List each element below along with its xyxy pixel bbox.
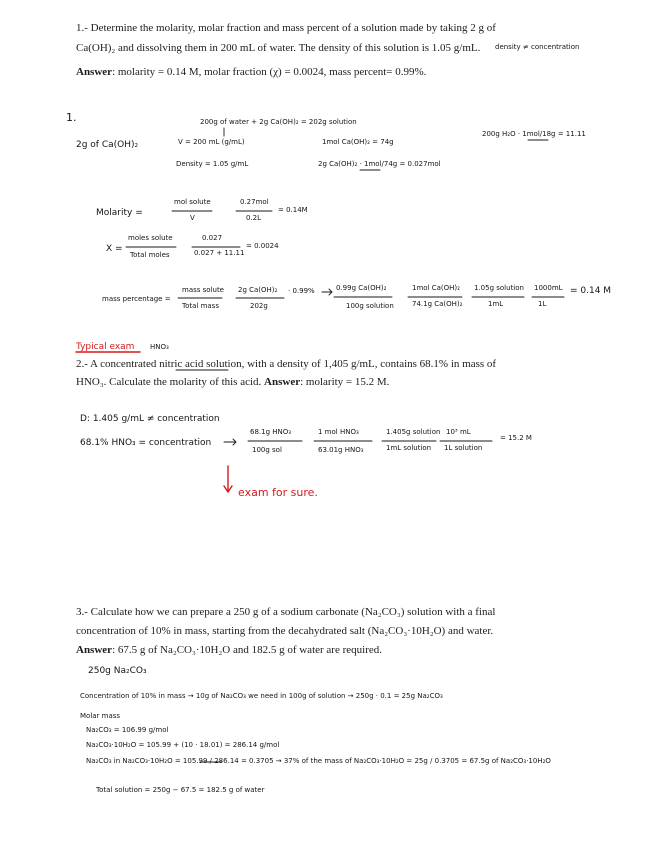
conv1-num: 0.99g Ca(OH)₂: [336, 284, 387, 292]
red-down-arrow: [224, 466, 232, 492]
work-2-f4-num: 10³ mL: [446, 428, 471, 436]
work-2-arrow: [224, 439, 236, 445]
tag-formula: HNO₃: [150, 343, 169, 351]
molarity-vals-num: 0.27mol: [240, 198, 269, 206]
conv3-num: 1.05g solution: [474, 284, 524, 292]
work-3-m1: Na₂CO₃ = 106.99 g/mol: [86, 726, 169, 734]
work-1-given: 2g of Ca(OH)₂: [76, 140, 139, 150]
molarity-result: = 0.14M: [278, 206, 308, 214]
mass-pct: · 0.99%: [288, 287, 315, 295]
conv4-den: 1L: [538, 300, 547, 308]
work-3-molar: Molar mass: [80, 712, 121, 720]
answer-text: : molarity = 15.2 M.: [300, 376, 390, 388]
work-2-f3-den: 1mL solution: [386, 444, 432, 452]
problem-1-line-b: Ca(OH)₂ and dissolving them in 200 mL of water. The density of this solution is 1.05 g/mL.: [76, 42, 481, 54]
conv4-num: 1000mL: [534, 284, 563, 292]
answer-text: : molarity = 0.14 M, molar fraction (χ) = 0.0024, mass percent= 0.99%.: [112, 66, 427, 78]
chi-vals-num: 0.027: [202, 234, 223, 242]
work-3-m3: Na₂CO₃ in Na₂CO₃·10H₂O = 105.99 / 286.14 = 0.3705 → 37% of the mass of Na₂CO₃·10H₂O = 25g / 0.3705 = 67.5g of Na₂CO₃·10H₂O: [86, 757, 551, 765]
work-2-f1-num: 68.1g HNO₃: [250, 428, 292, 436]
exam-for-sure-note: exam for sure.: [238, 486, 318, 499]
work-3-total: Total solution = 250g − 67.5 = 182.5 g of water: [96, 786, 265, 794]
work-2-f2-den: 63.01g HNO₃: [318, 446, 364, 454]
conv2-num: 1mol Ca(OH)₂: [412, 284, 460, 292]
work-2-percent: 68.1% HNO₃ = concentration: [80, 438, 212, 448]
work-1-final: = 0.14 M: [570, 286, 612, 296]
work-2-result: = 15.2 M: [500, 434, 532, 442]
work-3-line1: Concentration of 10% in mass → 10g of Na₂CO₃ we need in 100g of solution → 250g · 0.1 = 25g Na₂CO₃: [80, 692, 443, 700]
mass-frac-den: Total mass: [182, 302, 219, 310]
answer-label: Answer: [76, 66, 113, 78]
problem-3-line-a: 3.- Calculate how we can prepare a 250 g of a sodium carbonate (Na₂CO₃) solution with a final: [76, 606, 496, 618]
molarity-frac-den: V: [190, 214, 195, 222]
problem-1-side-note: density ≠ concentration: [495, 43, 580, 51]
problem-2-line-a: 2.- A concentrated nitric acid solution, with a density of 1,405 g/mL, contains 68.1% in mass of: [76, 358, 497, 370]
molarity-label: Molarity =: [96, 208, 143, 218]
mass-arrow: [322, 289, 332, 295]
chi-vals-den: 0.027 + 11.11: [194, 249, 245, 257]
mass-label: mass percentage =: [102, 295, 171, 303]
work-2-f2-num: 1 mol HNO₃: [318, 428, 359, 436]
chi-label: X =: [106, 244, 123, 254]
molarity-vals-den: 0.2L: [246, 214, 262, 222]
conv2-den: 74.1g Ca(OH)₂: [412, 300, 463, 308]
chi-result: = 0.0024: [246, 242, 279, 250]
chi-frac-den: Total moles: [130, 251, 170, 259]
work-3-head: 250g Na₂CO₃: [88, 666, 147, 676]
work-1-molar-mass: 1mol Ca(OH)₂ = 74g: [322, 138, 394, 146]
answer-label: Answer: [264, 376, 301, 388]
answer-text: : 67.5 g of Na₂CO₃·10H₂O and 182.5 g of water are required.: [112, 644, 382, 656]
work-2-f3-num: 1.405g solution: [386, 428, 441, 436]
mass-vals-den: 202g: [250, 302, 268, 310]
chi-frac-num: moles solute: [128, 234, 173, 242]
mass-vals-num: 2g Ca(OH)₂: [238, 286, 278, 294]
problem-2-question: HNO₃. Calculate the molarity of this acid.: [76, 376, 262, 388]
typical-exam-tag: Typical exam: [76, 342, 135, 352]
work-2-f1-den: 100g sol: [252, 446, 282, 454]
work-1-line1: 200g of water + 2g Ca(OH)₂ = 202g solution: [200, 118, 357, 126]
answer-label: Answer: [76, 644, 113, 656]
problem-1-line-a: 1.- Determine the molarity, molar fraction and mass percent of a solution made by taking 2 g of: [76, 22, 496, 34]
work-1-water: 200g H₂O · 1mol/18g = 11.11: [482, 130, 586, 138]
work-1-volume: V = 200 mL (g/mL): [178, 138, 245, 146]
work-2-f4-den: 1L solution: [444, 444, 483, 452]
work-1-moles: 2g Ca(OH)₂ · 1mol/74g = 0.027mol: [318, 160, 441, 168]
work-1-number: 1.: [66, 111, 77, 124]
problem-3-line-b: concentration of 10% in mass, starting from the decahydrated salt (Na₂CO₃·10H₂O) and water.: [76, 625, 494, 637]
work-1-density: Density = 1.05 g/mL: [176, 160, 249, 168]
conv3-den: 1mL: [488, 300, 504, 308]
mass-frac-num: mass solute: [182, 286, 224, 294]
work-3-m2: Na₂CO₃·10H₂O = 105.99 + (10 · 18.01) = 286.14 g/mol: [86, 741, 280, 749]
molarity-frac-num: mol solute: [174, 198, 211, 206]
conv1-den: 100g solution: [346, 302, 394, 310]
work-2-density: D: 1.405 g/mL ≠ concentration: [80, 414, 220, 424]
